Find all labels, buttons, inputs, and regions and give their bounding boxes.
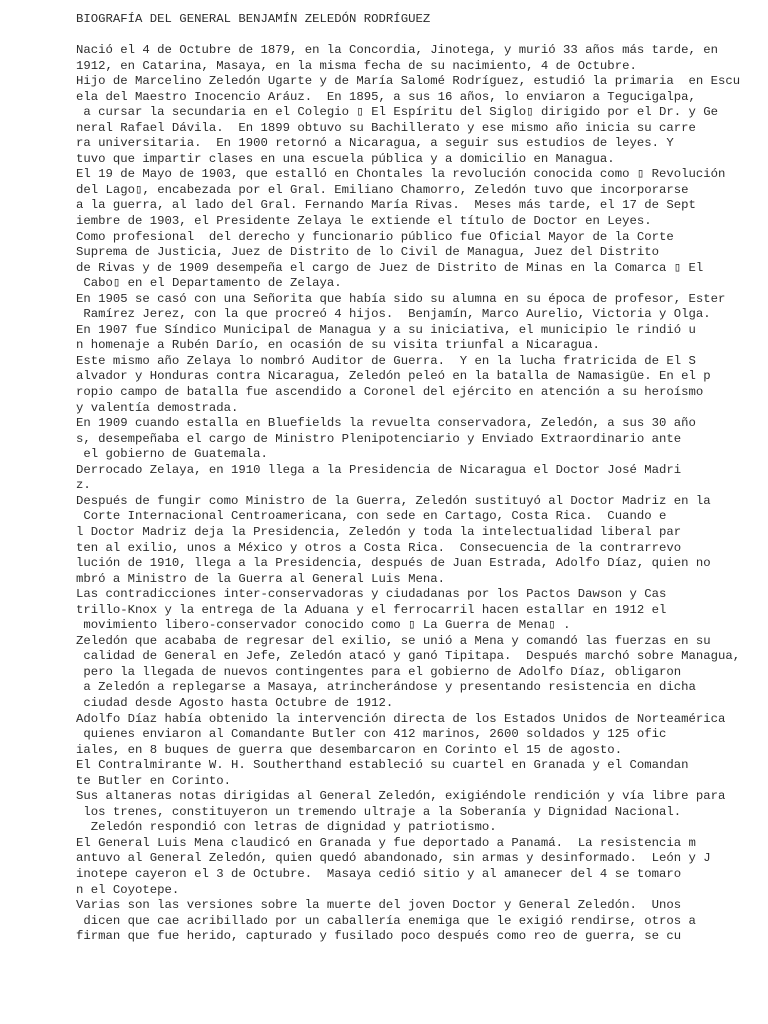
body-text-line: ra universitaria. En 1900 retornó a Nicaragua, a seguir sus estudios de leyes. Y: [76, 136, 674, 151]
body-text-line: alvador y Honduras contra Nicaragua, Zeledón peleó en la batalla de Namasigüe. En el p: [76, 369, 711, 384]
body-text-line: Las contradicciones inter-conservadoras y ciudadanas por los Pactos Dawson y Cas: [76, 587, 667, 602]
body-text-line: neral Rafael Dávila. En 1899 obtuvo su Bachillerato y ese mismo año inicia su carre: [76, 120, 696, 135]
body-text-line: movimiento libero-conservador conocido como ▯ La Guerra de Mena▯ .: [76, 618, 571, 633]
body-text-line: iembre de 1903, el Presidente Zelaya le extiende el título de Doctor en Leyes.: [76, 214, 652, 229]
body-text-line: del Lago▯, encabezada por el Gral. Emiliano Chamorro, Zeledón tuvo que incorporarse: [76, 182, 689, 197]
document-body: [76, 43, 756, 945]
body-text-line: En 1905 se casó con una Señorita que había sido su alumna en su época de profesor, Ester: [76, 291, 726, 306]
body-text-line: los trenes, constituyeron un tremendo ultraje a la Soberanía y Dignidad Nacional.: [76, 804, 682, 819]
body-text-line: te Butler en Corinto.: [76, 773, 231, 788]
body-text-line: Zeledón respondió con letras de dignidad y patriotismo.: [76, 820, 497, 835]
body-text-line: Este mismo año Zelaya lo nombró Auditor de Guerra. Y en la lucha fratricida de El S: [76, 353, 696, 368]
body-text-line: dicen que cae acribillado por un caballería enemiga que le exigió rendirse, otros a: [76, 913, 696, 928]
document-title: BIOGRAFÍA DEL GENERAL BENJAMÍN ZELEDÓN RODRÍGUEZ: [76, 12, 431, 26]
body-text-line: pero la llegada de nuevos contingentes para el gobierno de Adolfo Díaz, obligaron: [76, 664, 682, 679]
body-text-line: Varias son las versiones sobre la muerte del joven Doctor y General Zeledón. Unos: [76, 898, 682, 913]
body-text-line: ten al exilio, unos a México y otros a Costa Rica. Consecuencia de la contrarrevo: [76, 540, 682, 555]
body-text-line: iales, en 8 buques de guerra que desembarcaron en Corinto el 15 de agosto.: [76, 742, 623, 757]
body-text-line: El Contralmirante W. H. Southerthand estableció su cuartel en Granada y el Comandan: [76, 758, 689, 773]
body-text-line: Cabo▯ en el Departamento de Zelaya.: [76, 276, 342, 291]
body-text-line: mbró a Ministro de la Guerra al General Luis Mena.: [76, 571, 445, 586]
body-text-line: Adolfo Díaz había obtenido la intervención directa de los Estados Unidos de Norteamérica: [76, 711, 726, 726]
body-text-line: quienes enviaron al Comandante Butler con 412 marinos, 2600 soldados y 125 ofic: [76, 727, 667, 742]
body-text-line: inotepe cayeron el 3 de Octubre. Masaya cedió sitio y al amanecer del 4 se tomaro: [76, 866, 682, 881]
body-text-line: Corte Internacional Centroamericana, con sede en Cartago, Costa Rica. Cuando e: [76, 509, 667, 524]
body-text-line: y valentía demostrada.: [76, 400, 239, 415]
body-text-line: a cursar la secundaria en el Colegio ▯ El Espíritu del Siglo▯ dirigido por el Dr. y Ge: [76, 105, 719, 120]
body-text-line: Derrocado Zelaya, en 1910 llega a la Presidencia de Nicaragua el Doctor José Madri: [76, 462, 682, 477]
body-text-line: Hijo de Marcelino Zeledón Ugarte y de María Salomé Rodríguez, estudió la primaria en Escu: [76, 74, 741, 89]
body-text-line: de Rivas y de 1909 desempeña el cargo de Juez de Distrito de Minas en la Comarca ▯ El: [76, 260, 704, 275]
body-text-line: Ramírez Jerez, con la que procreó 4 hijos. Benjamín, Marco Aurelio, Victoria y Olga.: [76, 307, 711, 322]
body-text-line: firman que fue herido, capturado y fusilado poco después como reo de guerra, se cu: [76, 929, 682, 944]
body-text-line: n el Coyotepe.: [76, 882, 180, 897]
body-text-line: 1912, en Catarina, Masaya, en la misma fecha de su nacimiento, 4 de Octubre.: [76, 58, 637, 73]
body-text-line: Zeledón que acababa de regresar del exilio, se unió a Mena y comandó las fuerzas en su: [76, 633, 711, 648]
body-text-line: Suprema de Justicia, Juez de Distrito de lo Civil de Managua, Juez del Distrito: [76, 245, 659, 260]
body-text-line: Sus altaneras notas dirigidas al General Zeledón, exigiéndole rendición y vía libre para: [76, 789, 726, 804]
body-text-line: Como profesional del derecho y funcionario público fue Oficial Mayor de la Corte: [76, 229, 674, 244]
body-text-line: l Doctor Madriz deja la Presidencia, Zeledón y toda la intelectualidad liberal par: [76, 524, 682, 539]
body-text-line: n homenaje a Rubén Darío, en ocasión de su visita triunfal a Nicaragua.: [76, 338, 600, 353]
body-text-line: trillo-Knox y la entrega de la Aduana y el ferrocarril hacen estallar en 1912 el: [76, 602, 667, 617]
body-text-line: ropio campo de batalla fue ascendido a Coronel del ejército en atención a su heroísmo: [76, 385, 704, 400]
body-text-line: s, desempeñaba el cargo de Ministro Plenipotenciario y Enviado Extraordinario ante: [76, 431, 682, 446]
body-text-line: ela del Maestro Inocencio Aráuz. En 1895, a sus 16 años, lo enviaron a Tegucigalpa,: [76, 89, 696, 104]
body-text-line: Nació el 4 de Octubre de 1879, en la Concordia, Jinotega, y murió 33 años más tarde, en: [76, 43, 719, 57]
body-text-line: En 1907 fue Síndico Municipal de Managua y a su iniciativa, el municipio le rindió u: [76, 322, 696, 337]
body-text-line: el gobierno de Guatemala.: [76, 447, 268, 462]
body-text-line: z.: [76, 478, 91, 493]
body-text-line: El 19 de Mayo de 1903, que estalló en Chontales la revolución conocida como ▯ Revolución: [76, 167, 726, 182]
body-text-line: En 1909 cuando estalla en Bluefields la revuelta conservadora, Zeledón, a sus 30 año: [76, 416, 696, 431]
body-text-line: a la guerra, al lado del Gral. Fernando María Rivas. Meses más tarde, el 17 de Sept: [76, 198, 696, 213]
body-text-line: a Zeledón a replegarse a Masaya, atrincherándose y presentando resistencia en dicha: [76, 680, 696, 695]
body-text-line: Después de fungir como Ministro de la Guerra, Zeledón sustituyó al Doctor Madriz en la: [76, 493, 711, 508]
body-text-line: El General Luis Mena claudicó en Granada y fue deportado a Panamá. La resistencia m: [76, 835, 696, 850]
body-text-line: calidad de General en Jefe, Zeledón atacó y ganó Tipitapa. Después marchó sobre Managua,: [76, 649, 741, 664]
body-text-line: ciudad desde Agosto hasta Octubre de 1912.: [76, 695, 394, 710]
body-text-line: tuvo que impartir clases en una escuela pública y a domicilio en Managua.: [76, 151, 615, 166]
body-text-line: antuvo al General Zeledón, quien quedó abandonado, sin armas y desinformado. León y J: [76, 851, 711, 866]
body-text-line: lución de 1910, llega a la Presidencia, después de Juan Estrada, Adolfo Díaz, quien no: [76, 556, 711, 571]
